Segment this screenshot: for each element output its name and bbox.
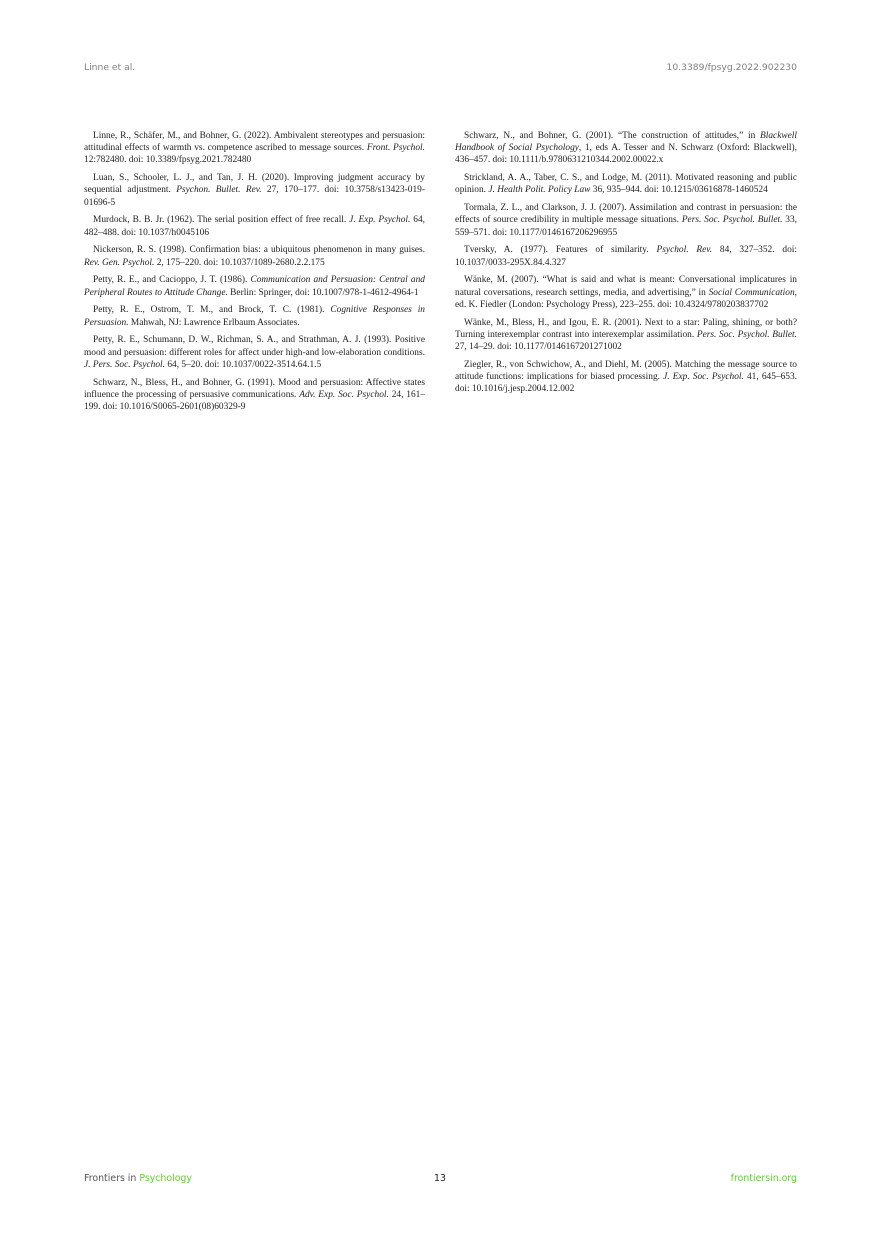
references-column-right xyxy=(455,130,797,401)
reference-citation: Ziegler, R., von Schwichow, A., and Diehl, M. (2005). Matching the message source to attitude functions: implications for biased processing. xyxy=(455,359,797,383)
reference-entry xyxy=(84,377,425,414)
running-header-doi: 10.3389/fpsyg.2022.902230 xyxy=(666,62,797,73)
reference-entry xyxy=(84,304,425,328)
reference-entry xyxy=(455,130,797,167)
reference-source-title: Pers. Soc. Psychol. Bullet. xyxy=(696,329,797,340)
reference-details: 41, 645–653. doi: 10.1016/j.jesp.2004.12.002 xyxy=(455,372,798,395)
reference-details: , 1, eds A. Tesser and N. Schwarz (Oxford: Blackwell), 436–457. doi: 10.1111/b.9780631210344.2002.00022.x xyxy=(455,143,797,166)
reference-entry xyxy=(84,274,425,298)
reference-details: 64, 482–488. doi: 10.1037/h0045106 xyxy=(84,215,425,238)
footer-journal xyxy=(84,1173,192,1184)
reference-citation: Petty, R. E., Ostrom, T. M., and Brock, T. C. (1981). xyxy=(93,305,331,316)
reference-entry xyxy=(455,172,797,196)
reference-citation: Tormala, Z. L., and Clarkson, J. J. (2007). Assimilation and contrast in persuasion: the effects of source credibility in multiple message situations. xyxy=(455,203,797,226)
page-number: 13 xyxy=(434,1173,446,1184)
reference-source-title: Rev. Gen. Psychol. xyxy=(84,257,155,268)
footer-site-link[interactable]: frontiersin.org xyxy=(730,1173,797,1184)
reference-details: , ed. K. Fiedler (London: Psychology Press), 223–255. doi: 10.4324/9780203837702 xyxy=(455,287,797,310)
reference-source-title: Social Communication xyxy=(708,287,795,298)
reference-citation: Strickland, A. A., Taber, C. S., and Lodge, M. (2011). Motivated reasoning and public opinion. xyxy=(455,173,797,196)
reference-details: 64, 5–20. doi: 10.1037/0022-3514.64.1.5 xyxy=(164,359,322,370)
reference-entry xyxy=(84,214,425,238)
reference-citation: Wänke, M. (2007). “What is said and what is meant: Conversational implicatures in natural coversations, research settings, media, and advertising,” in xyxy=(455,275,797,298)
reference-entry xyxy=(455,317,797,354)
reference-source-title: Psychon. Bullet. Rev. xyxy=(176,185,262,196)
reference-citation: Petty, R. E., and Cacioppo, J. T. (1986). xyxy=(93,275,251,286)
reference-entry xyxy=(455,274,797,311)
footer-journal-name: Psychology xyxy=(139,1173,192,1184)
running-header-authors: Linne et al. xyxy=(84,62,136,73)
reference-entry xyxy=(455,244,797,268)
reference-details: 36, 935–944. doi: 10.1215/03616878-1460524 xyxy=(590,185,768,196)
reference-entry xyxy=(84,334,425,371)
reference-details: 24, 161–199. doi: 10.1016/S0065-2601(08)60329-9 xyxy=(84,389,426,413)
reference-source-title: Cognitive Responses in Persuasion. xyxy=(84,305,425,328)
reference-details: 33, 559–571. doi: 10.1177/0146167206296955 xyxy=(455,215,797,238)
footer-journal-prefix: Frontiers in xyxy=(84,1173,140,1184)
reference-source-title: J. Pers. Soc. Psychol. xyxy=(84,359,165,370)
reference-details: 12:782480. doi: 10.3389/fpsyg.2021.782480 xyxy=(84,155,252,166)
reference-details: 84, 327–352. doi: 10.1037/0033-295X.84.4.327 xyxy=(455,245,797,268)
reference-citation: Schwarz, N., and Bohner, G. (2001). “The construction of attitudes,” in xyxy=(464,131,761,141)
reference-details: 2, 175–220. doi: 10.1037/1089-2680.2.2.175 xyxy=(154,257,325,268)
reference-source-title: Pers. Soc. Psychol. Bullet. xyxy=(681,215,783,226)
references-column-left xyxy=(84,130,425,419)
reference-citation: Luan, S., Schooler, L. J., and Tan, J. H. (2020). Improving judgment accuracy by sequential adjustment. xyxy=(84,173,425,196)
reference-details: Mahwah, NJ: Lawrence Erlbaum Associates. xyxy=(128,317,300,328)
reference-citation: Schwarz, N., Bless, H., and Bohner, G. (1991). Mood and persuasion: Affective states influence the processing of persuasive communications. xyxy=(84,377,425,400)
reference-source-title: Adv. Exp. Soc. Psychol. xyxy=(299,389,389,400)
reference-citation: Murdock, B. B. Jr. (1962). The serial position effect of free recall. xyxy=(93,215,350,226)
reference-entry xyxy=(455,202,797,239)
reference-citation: Wänke, M., Bless, H., and Igou, E. R. (2001). Next to a star: Paling, shining, or both? Turning interexemplar contrast into interexemplar assimilation. xyxy=(455,317,797,340)
reference-source-title: J. Exp. Soc. Psychol. xyxy=(663,372,744,383)
reference-source-title: J. Health Polit. Policy Law xyxy=(488,185,591,196)
reference-details: 27, 14–29. doi: 10.1177/0146167201271002 xyxy=(455,342,622,353)
reference-details: 27, 170–177. doi: 10.3758/s13423-019-01696-5 xyxy=(84,185,425,208)
reference-citation: Tversky, A. (1977). Features of similarity. xyxy=(464,245,657,256)
reference-entry xyxy=(84,244,425,268)
reference-citation: Nickerson, R. S. (1998). Confirmation bias: a ubiquitous phenomenon in many guises. xyxy=(93,245,425,256)
reference-source-title: Psychol. Rev. xyxy=(656,245,713,256)
reference-entry xyxy=(84,172,425,209)
reference-citation: Petty, R. E., Schumann, D. W., Richman, S. A., and Strathman, A. J. (1993). Positive mood and persuasion: different roles for affect under high-and low-elaboration conditions. xyxy=(84,335,425,358)
reference-entry xyxy=(455,359,797,396)
reference-entry xyxy=(84,130,425,167)
reference-source-title: Blackwell Handbook of Social Psychology xyxy=(455,131,797,154)
reference-source-title: Communication and Persuasion: Central and Peripheral Routes to Attitude Change. xyxy=(84,275,425,298)
reference-citation: Linne, R., Schäfer, M., and Bohner, G. (2022). Ambivalent stereotypes and persuasion: attitudinal effects of warmth vs. competence ascribed to message sources. xyxy=(84,131,425,154)
reference-details: Berlin: Springer, doi: 10.1007/978-1-4612-4964-1 xyxy=(227,287,419,298)
reference-source-title: J. Exp. Psychol. xyxy=(349,215,411,226)
reference-source-title: Front. Psychol. xyxy=(366,143,425,154)
